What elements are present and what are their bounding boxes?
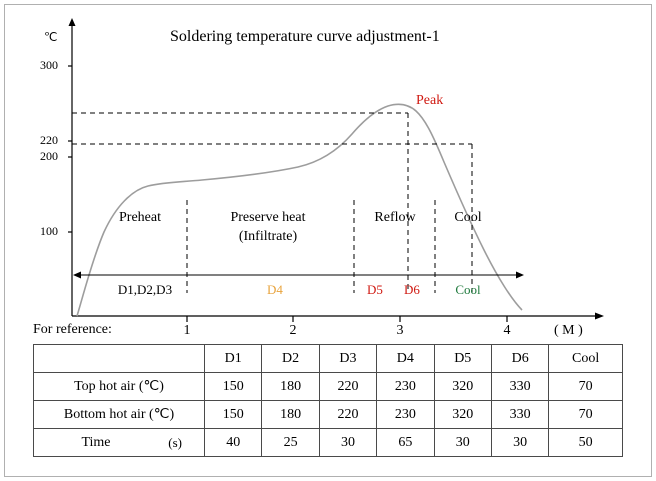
table-header-d5: D5 [434, 345, 491, 373]
row-label-bottom-hot-air: Bottom hot air (℃) [34, 401, 205, 429]
row-label-time-unit: (s) [168, 434, 182, 450]
cell-bottom-cool: 70 [549, 401, 623, 429]
segment-label-d1d2d3: D1,D2,D3 [117, 282, 173, 297]
reference-table-wrapper [33, 344, 623, 457]
cell-top-d6: 330 [491, 373, 548, 401]
table-header-cool: Cool [549, 345, 623, 373]
cell-bottom-d4: 230 [377, 401, 434, 429]
table-header-d4: D4 [377, 345, 434, 373]
x-axis-unit-label: ( M ) [554, 323, 583, 338]
table-row [34, 401, 623, 429]
zone-label-reflow: Reflow [374, 210, 416, 225]
table-header-d6: D6 [491, 345, 548, 373]
cell-top-d1: 150 [205, 373, 262, 401]
segment-label-d4: D4 [267, 282, 283, 297]
y-axis-unit-label: ℃ [44, 30, 58, 44]
cell-bottom-d2: 180 [262, 401, 319, 429]
cell-top-cool: 70 [549, 373, 623, 401]
segment-label-d6: D6 [404, 282, 420, 297]
zone-label-preheat: Preheat [119, 210, 161, 225]
peak-annotation: Peak [416, 93, 444, 108]
table-header-d1: D1 [205, 345, 262, 373]
cell-time-d3: 30 [319, 429, 376, 457]
y-tick-label-200: 200 [40, 149, 58, 163]
y-tick-label-300: 300 [40, 58, 58, 72]
table-header-blank [34, 345, 205, 373]
x-axis-arrow [595, 313, 604, 320]
for-reference-label: For reference: [33, 322, 112, 337]
row-label-top-hot-air: Top hot air (℃) [34, 373, 205, 401]
table-header-d3: D3 [319, 345, 376, 373]
cell-time-cool: 50 [549, 429, 623, 457]
row-label-time [34, 429, 205, 457]
cell-top-d3: 220 [319, 373, 376, 401]
cell-top-d5: 320 [434, 373, 491, 401]
segment-label-d5: D5 [367, 282, 383, 297]
x-tick-label-2: 2 [289, 323, 297, 338]
zone-label-cool: Cool [454, 210, 482, 225]
cell-top-d4: 230 [377, 373, 434, 401]
cell-time-d6: 30 [491, 429, 548, 457]
table-header-row [34, 345, 623, 373]
segment-arrow-left [73, 272, 81, 279]
cell-time-d4: 65 [377, 429, 434, 457]
y-tick-label-220: 220 [40, 133, 58, 147]
cell-time-d2: 25 [262, 429, 319, 457]
soldering-temperature-chart [20, 10, 630, 340]
x-tick-label-4: 4 [503, 323, 511, 338]
table-row [34, 373, 623, 401]
table-header-d2: D2 [262, 345, 319, 373]
cell-time-d5: 30 [434, 429, 491, 457]
cell-bottom-d1: 150 [205, 401, 262, 429]
chart-title: Soldering temperature curve adjustment-1 [170, 28, 440, 45]
x-tick-label-3: 3 [396, 323, 404, 338]
y-axis-arrow [69, 18, 76, 26]
x-tick-label-1: 1 [183, 323, 191, 338]
cell-top-d2: 180 [262, 373, 319, 401]
table-row [34, 429, 623, 457]
segment-arrow-right [516, 272, 524, 279]
y-tick-label-100: 100 [40, 224, 58, 238]
reference-table [33, 344, 623, 457]
cell-bottom-d5: 320 [434, 401, 491, 429]
zone-label-preserve-heat: Preserve heat [230, 210, 306, 225]
segment-label-cool: Cool [455, 282, 481, 297]
row-label-time-text: Time [81, 434, 111, 450]
zone-label-infiltrate: (Infiltrate) [238, 229, 298, 244]
cell-time-d1: 40 [205, 429, 262, 457]
cell-bottom-d3: 220 [319, 401, 376, 429]
cell-bottom-d6: 330 [491, 401, 548, 429]
